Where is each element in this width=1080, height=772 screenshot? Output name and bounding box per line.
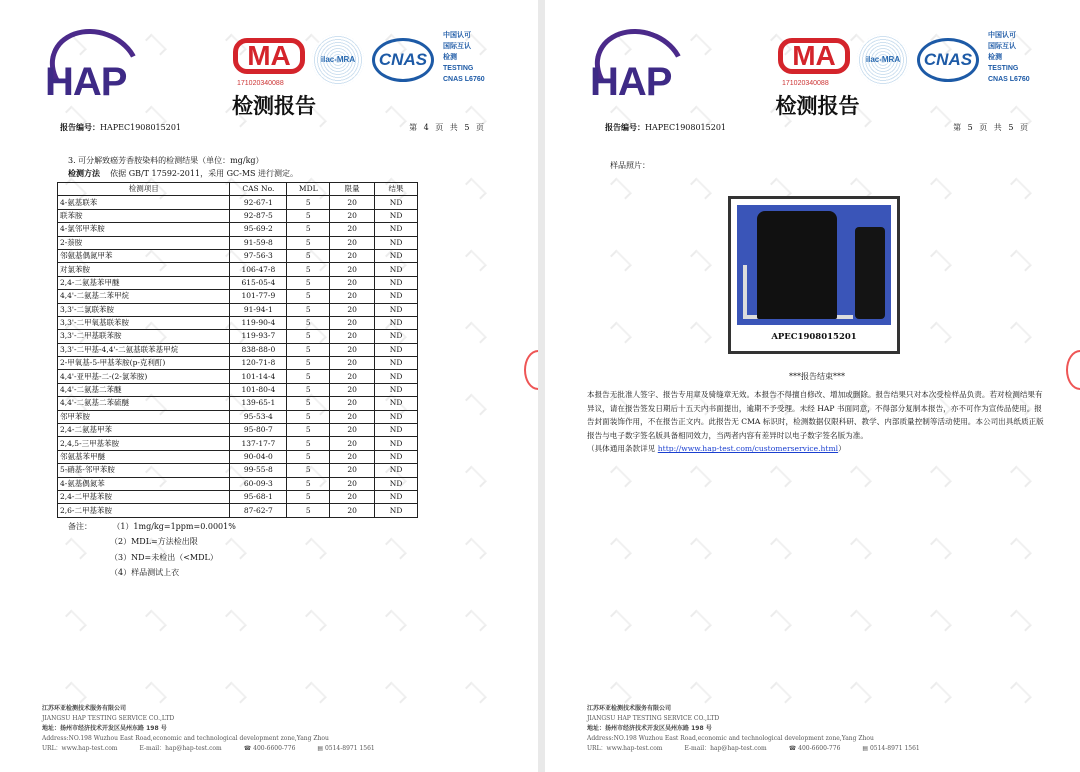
table-cell: 20 — [330, 464, 375, 477]
cnas-logo: CNAS — [372, 38, 434, 82]
photo-caption: APEC1908015201 — [771, 332, 857, 342]
column-header: 限量 — [330, 183, 375, 196]
cma-number: 171020340088 — [237, 80, 284, 87]
table-cell: ND — [375, 209, 418, 222]
watermark-mark — [465, 682, 487, 704]
table-cell: 5 — [287, 370, 330, 383]
table-cell: 2-甲氧基-5-甲基苯胺(p-克利酊) — [58, 357, 230, 370]
seal-stamp — [524, 350, 538, 390]
table-cell: ND — [375, 290, 418, 303]
watermark-mark — [145, 682, 167, 704]
table-cell: ND — [375, 196, 418, 209]
table-cell: 对氯苯胺 — [58, 263, 230, 276]
watermark-mark — [225, 610, 247, 632]
table-cell: 5 — [287, 410, 330, 423]
report-page-4 — [0, 0, 538, 772]
table-cell: 5 — [287, 316, 330, 329]
cma-number: 171020340088 — [782, 80, 829, 87]
table-cell: 20 — [330, 196, 375, 209]
watermark-mark — [1010, 178, 1032, 200]
watermark-mark — [385, 610, 407, 632]
table-cell: ND — [375, 249, 418, 262]
watermark-mark — [225, 682, 247, 704]
column-header: 结果 — [375, 183, 418, 196]
watermark-mark — [305, 682, 327, 704]
table-cell: 20 — [330, 276, 375, 289]
table-row — [58, 357, 418, 370]
table-cell: 106-47-8 — [230, 263, 287, 276]
table-cell: ND — [375, 397, 418, 410]
seal-stamp — [1066, 350, 1080, 390]
table-cell: 20 — [330, 424, 375, 437]
table-row — [58, 450, 418, 463]
watermark-mark — [930, 682, 952, 704]
table-cell: 87-62-7 — [230, 504, 287, 517]
table-cell: 2,4-二氨基甲苯 — [58, 424, 230, 437]
table-row — [58, 223, 418, 236]
hap-logo: HAP — [590, 30, 690, 108]
table-cell: 91-59-8 — [230, 236, 287, 249]
table-cell: ND — [375, 410, 418, 423]
watermark-mark — [610, 250, 632, 272]
watermark-mark — [465, 322, 487, 344]
table-cell: 邻氨基偶氮甲苯 — [58, 249, 230, 262]
table-row — [58, 504, 418, 517]
table-cell: 5 — [287, 397, 330, 410]
table-cell: 20 — [330, 370, 375, 383]
table-cell: 2-萘胺 — [58, 236, 230, 249]
table-cell: 2,6-二甲基苯胺 — [58, 504, 230, 517]
table-cell: 838-88-0 — [230, 343, 287, 356]
table-row — [58, 477, 418, 490]
table-cell: 5-硝基-邻甲苯胺 — [58, 464, 230, 477]
cnas-info: 中国认可 国际互认 检测 TESTING CNAS L6760 — [443, 32, 485, 83]
table-row — [58, 209, 418, 222]
watermark-mark — [770, 610, 792, 632]
table-cell: 101-77-9 — [230, 290, 287, 303]
watermark-mark — [610, 538, 632, 560]
cma-logo: MA — [233, 38, 305, 74]
watermark-mark — [930, 178, 952, 200]
table-cell: 3,3'-二氯联苯胺 — [58, 303, 230, 316]
watermark-mark — [1010, 466, 1032, 488]
watermark-mark — [1010, 322, 1032, 344]
phone-icon: ☎ — [788, 745, 797, 752]
table-row — [58, 343, 418, 356]
table-row — [58, 370, 418, 383]
table-cell: ND — [375, 424, 418, 437]
table-cell: 20 — [330, 504, 375, 517]
watermark-mark — [610, 466, 632, 488]
table-cell: 20 — [330, 249, 375, 262]
footer: 江苏环亚检测技术服务有限公司 JIANGSU HAP TESTING SERVICE CO.,LTD 地址：扬州市经济技术开发区吴州东路 198 号 Address:NO.198 Wuzhou East Road,economic and technological development zone,Yang Zhou URL：www.hap-test.com E-mail：hap@hap-test.com ☎ 400-6600-776 ▤ 0514-8971 1561 — [587, 705, 920, 752]
table-cell: ND — [375, 316, 418, 329]
fax-icon: ▤ — [317, 745, 324, 752]
table-cell: ND — [375, 330, 418, 343]
watermark-mark — [770, 538, 792, 560]
watermark-mark — [690, 538, 712, 560]
table-cell: 5 — [287, 383, 330, 396]
table-cell: 95-53-4 — [230, 410, 287, 423]
table-cell: ND — [375, 383, 418, 396]
table-cell: 99-55-8 — [230, 464, 287, 477]
report-title: 检测报告 — [232, 94, 316, 118]
table-cell: ND — [375, 343, 418, 356]
phone-icon: ☎ — [243, 745, 252, 752]
table-cell: ND — [375, 370, 418, 383]
watermark-mark — [465, 178, 487, 200]
table-cell: 5 — [287, 236, 330, 249]
table-cell: 邻甲苯胺 — [58, 410, 230, 423]
table-cell: 5 — [287, 249, 330, 262]
table-cell: ND — [375, 504, 418, 517]
table-cell: 95-80-7 — [230, 424, 287, 437]
notes: 备注： （1）1mg/kg=1ppm=0.0001% （2）MDL=方法检出限 （3）ND=未检出（<MDL） （4）样品测试上衣 — [68, 521, 236, 578]
table-cell: 4,4'-二氨基二苯硫醚 — [58, 397, 230, 410]
table-cell: 119-93-7 — [230, 330, 287, 343]
table-row — [58, 303, 418, 316]
table-cell: 101-14-4 — [230, 370, 287, 383]
results-table — [57, 182, 418, 518]
report-title: 检测报告 — [775, 94, 860, 118]
table-cell: 20 — [330, 290, 375, 303]
table-cell: 20 — [330, 357, 375, 370]
table-row — [58, 290, 418, 303]
column-header: 检测项目 — [58, 183, 230, 196]
watermark-mark — [145, 610, 167, 632]
table-cell: 3,3'-二甲氧基联苯胺 — [58, 316, 230, 329]
watermark-mark — [465, 538, 487, 560]
ilac-mra-logo: ilac-MRA — [312, 34, 364, 86]
watermark-mark — [850, 682, 872, 704]
table-cell: 4-氨基联苯 — [58, 196, 230, 209]
watermark-mark — [465, 610, 487, 632]
watermark-mark — [1010, 610, 1032, 632]
cnas-info: 中国认可 国际互认 检测 TESTING CNAS L6760 — [988, 32, 1030, 83]
table-cell: 20 — [330, 410, 375, 423]
report-number: 报告编号：HAPEC1908015201 — [60, 123, 181, 132]
table-cell: 120-71-8 — [230, 357, 287, 370]
table-row — [58, 316, 418, 329]
table-cell: 20 — [330, 223, 375, 236]
table-cell: 5 — [287, 437, 330, 450]
watermark-mark — [690, 178, 712, 200]
cma-logo: MA — [778, 38, 850, 74]
watermark-mark — [65, 610, 87, 632]
table-cell: 5 — [287, 223, 330, 236]
table-cell: ND — [375, 464, 418, 477]
watermark-mark — [930, 466, 952, 488]
table-cell: 20 — [330, 209, 375, 222]
page-number: 第 4 页 共 5 页 — [409, 123, 486, 132]
table-row — [58, 397, 418, 410]
table-cell: 5 — [287, 424, 330, 437]
table-cell: 3,3'-二甲基-4,4'-二氨基联苯基甲烷 — [58, 343, 230, 356]
table-cell: ND — [375, 303, 418, 316]
table-cell: ND — [375, 236, 418, 249]
watermark-mark — [610, 322, 632, 344]
table-row — [58, 410, 418, 423]
table-cell: 5 — [287, 263, 330, 276]
table-cell: 邻氨基苯甲醚 — [58, 450, 230, 463]
table-cell: 20 — [330, 330, 375, 343]
watermark-mark — [930, 250, 952, 272]
table-cell: 90-04-0 — [230, 450, 287, 463]
table-cell: 4,4'-二氨基二苯甲烷 — [58, 290, 230, 303]
table-cell: 5 — [287, 330, 330, 343]
watermark-mark — [930, 538, 952, 560]
table-cell: 92-67-1 — [230, 196, 287, 209]
watermark-mark — [850, 610, 872, 632]
watermark-mark — [610, 610, 632, 632]
table-cell: 20 — [330, 316, 375, 329]
table-cell: 4-氨基偶氮苯 — [58, 477, 230, 490]
watermark-mark — [385, 682, 407, 704]
table-cell: ND — [375, 450, 418, 463]
table-cell: 139-65-1 — [230, 397, 287, 410]
table-cell: 联苯胺 — [58, 209, 230, 222]
table-cell: 60-09-3 — [230, 477, 287, 490]
table-row — [58, 236, 418, 249]
watermark-mark — [1010, 250, 1032, 272]
table-cell: 20 — [330, 450, 375, 463]
watermark-mark — [930, 322, 952, 344]
table-cell: 20 — [330, 343, 375, 356]
table-row — [58, 490, 418, 503]
watermark-mark — [145, 34, 167, 56]
table-cell: 3,3'-二甲基联苯胺 — [58, 330, 230, 343]
table-cell: 20 — [330, 490, 375, 503]
sample-photo — [728, 196, 900, 354]
table-row — [58, 249, 418, 262]
table-cell: 97-56-3 — [230, 249, 287, 262]
footer: 江苏环亚检测技术服务有限公司 JIANGSU HAP TESTING SERVICE CO.,LTD 地址：扬州市经济技术开发区吴州东路 198 号 Address:NO.198 Wuzhou East Road,economic and technological development zone,Yang Zhou URL：www.hap-test.com E-mail：hap@hap-test.com ☎ 400-6600-776 ▤ 0514-8971 1561 — [42, 705, 375, 752]
report-page-5 — [545, 0, 1080, 772]
table-cell: 92-87-5 — [230, 209, 287, 222]
disclaimer: 本报告无批准人签字、报告专用章及骑缝章无效。本报告不得擅自修改、增加或删除。报告结果只对本次受检样品负责。若对检测结果有异议，请在报告签发日期后十五天内书面提出，逾期不予受理。未经 HAP 书面同意，不得部分复制本报告，亦不可作为宣传品使用。报告封面装饰作用，不在报告正文内。此报告无 CMA 标识时，检测数据仅限科研、教学、内部质量控制等活动使用。本公司出具纸质正版报告与电子数字签名版具备相同效力，当两者内容有差异时以电子数字签名版为准。 （具体通用条款详见 http://www.hap-test.com/customerservice.html） — [587, 390, 1044, 454]
table-cell: 615-05-4 — [230, 276, 287, 289]
table-cell: 5 — [287, 464, 330, 477]
table-cell: 2,4-二甲基苯胺 — [58, 490, 230, 503]
watermark-mark — [690, 34, 712, 56]
table-cell: 2,4,5-三甲基苯胺 — [58, 437, 230, 450]
table-cell: 20 — [330, 236, 375, 249]
table-cell: 101-80-4 — [230, 383, 287, 396]
table-cell: 119-90-4 — [230, 316, 287, 329]
table-cell: 20 — [330, 263, 375, 276]
table-cell: ND — [375, 223, 418, 236]
table-cell: ND — [375, 490, 418, 503]
watermark-mark — [850, 466, 872, 488]
table-cell: ND — [375, 437, 418, 450]
table-row — [58, 330, 418, 343]
table-cell: 5 — [287, 343, 330, 356]
watermark-mark — [690, 250, 712, 272]
table-cell: ND — [375, 276, 418, 289]
watermark-mark — [690, 682, 712, 704]
fax-icon: ▤ — [862, 745, 869, 752]
table-cell: 20 — [330, 477, 375, 490]
ilac-mra-logo: ilac-MRA — [857, 34, 909, 86]
watermark-mark — [770, 682, 792, 704]
table-cell: 5 — [287, 290, 330, 303]
report-number: 报告编号：HAPEC1908015201 — [605, 123, 726, 132]
table-cell: 20 — [330, 437, 375, 450]
table-cell: 5 — [287, 504, 330, 517]
watermark-mark — [690, 322, 712, 344]
table-cell: 20 — [330, 303, 375, 316]
table-cell: 137-17-7 — [230, 437, 287, 450]
table-cell: 5 — [287, 357, 330, 370]
hap-logo: HAP — [45, 30, 145, 108]
table-row — [58, 383, 418, 396]
table-cell: 5 — [287, 276, 330, 289]
watermark-mark — [1010, 682, 1032, 704]
section-heading: 3. 可分解致癌芳香胺染料的检测结果（单位：mg/kg） — [68, 156, 264, 165]
page-number: 第 5 页 共 5 页 — [953, 123, 1030, 132]
table-cell: ND — [375, 357, 418, 370]
table-cell: 2,4-二氨基苯甲醚 — [58, 276, 230, 289]
watermark-mark — [465, 250, 487, 272]
photo-label: 样品照片： — [610, 161, 650, 170]
table-cell: 4,4'-亚甲基-二-(2-氯苯胺) — [58, 370, 230, 383]
report-end: ***报告结束*** — [789, 372, 845, 381]
watermark-mark — [65, 682, 87, 704]
table-cell: 4,4'-二氨基二苯醚 — [58, 383, 230, 396]
cnas-logo: CNAS — [917, 38, 979, 82]
column-header: CAS No. — [230, 183, 287, 196]
watermark-mark — [770, 466, 792, 488]
watermark-mark — [690, 610, 712, 632]
table-row — [58, 263, 418, 276]
table-cell: 5 — [287, 196, 330, 209]
table-row — [58, 464, 418, 477]
table-row — [58, 196, 418, 209]
table-cell: 5 — [287, 477, 330, 490]
watermark-mark — [930, 610, 952, 632]
table-cell: 5 — [287, 209, 330, 222]
table-cell: 5 — [287, 450, 330, 463]
watermark-mark — [610, 682, 632, 704]
column-header: MDL — [287, 183, 330, 196]
table-cell: 95-69-2 — [230, 223, 287, 236]
table-cell: 20 — [330, 397, 375, 410]
table-cell: 5 — [287, 490, 330, 503]
watermark-mark — [610, 178, 632, 200]
table-row — [58, 276, 418, 289]
watermark-mark — [1010, 538, 1032, 560]
table-row — [58, 424, 418, 437]
table-cell: 91-94-1 — [230, 303, 287, 316]
watermark-mark — [465, 394, 487, 416]
table-cell: 20 — [330, 383, 375, 396]
watermark-mark — [690, 466, 712, 488]
test-method: 检测方法 依据 GB/T 17592-2011，采用 GC-MS 进行测定。 — [68, 169, 299, 178]
table-cell: 95-68-1 — [230, 490, 287, 503]
terms-link[interactable]: http://www.hap-test.com/customerservice.html — [657, 444, 839, 454]
table-cell: ND — [375, 263, 418, 276]
table-cell: 5 — [287, 303, 330, 316]
watermark-mark — [465, 466, 487, 488]
watermark-mark — [305, 610, 327, 632]
table-row — [58, 437, 418, 450]
table-cell: 4-氯邻甲苯胺 — [58, 223, 230, 236]
table-cell: ND — [375, 477, 418, 490]
watermark-mark — [850, 538, 872, 560]
